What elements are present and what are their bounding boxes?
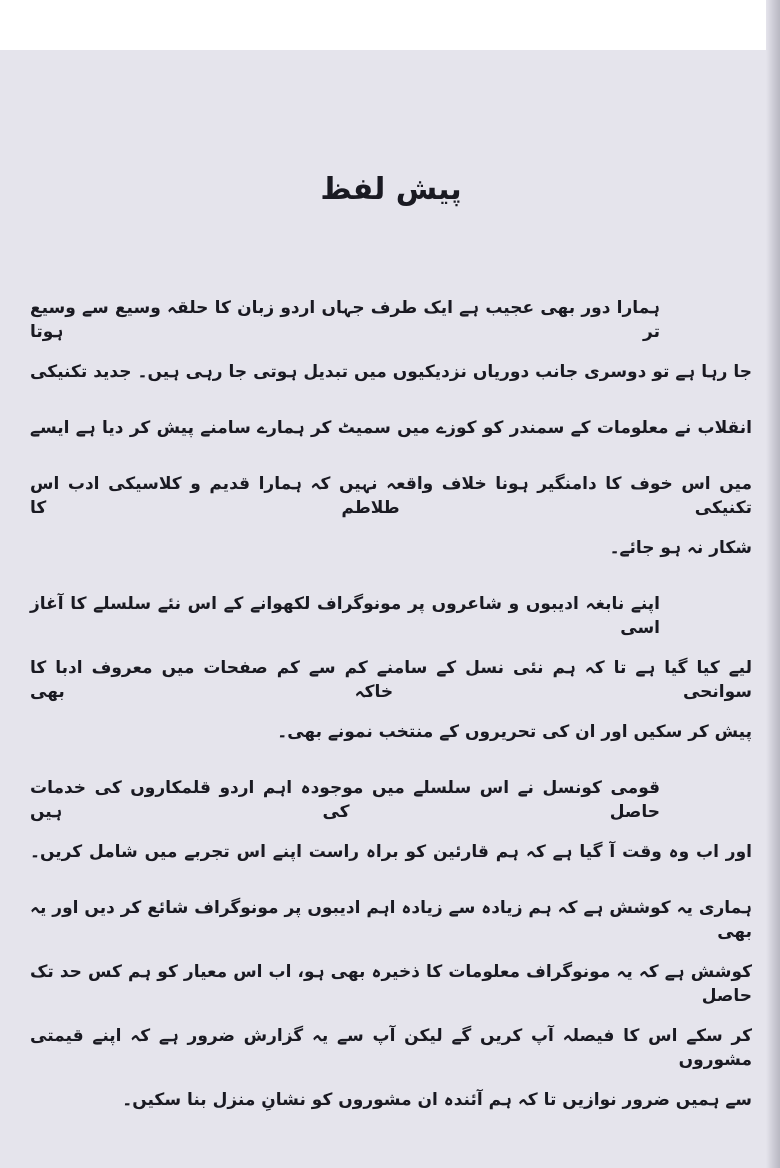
- paragraph: [30, 576, 752, 760]
- text-line: ہماری یہ کوشش ہے کہ ہم زیادہ سے زیادہ اہم ادیبوں پر مونوگراف شائع کر دیں اور یہ بھی: [30, 898, 752, 942]
- text-line: اپنے نابغہ ادیبوں و شاعروں پر مونوگراف لکھوانے کے اس نئے سلسلے کا آغاز اسی: [30, 594, 660, 638]
- text-line: سے ہمیں ضرور نوازیں تا کہ ہم آئندہ ان مشوروں کو نشانِ منزل بنا سکیں۔: [122, 1090, 752, 1110]
- text-line: پیش کر سکیں اور ان کی تحریروں کے منتخب نمونے بھی۔: [277, 722, 752, 742]
- text-line: انقلاب نے معلومات کے سمندر کو کوزے میں سمیٹ کر ہمارے سامنے پیش کر دیا ہے ایسے: [30, 418, 752, 438]
- text-line: شکار نہ ہو جائے۔: [609, 538, 752, 558]
- text-line: میں اس خوف کا دامنگیر ہونا خلاف واقعہ نہیں کہ ہمارا قدیم و کلاسیکی ادب اس تکنیکی طلاطم کا: [30, 474, 752, 518]
- text-line: جا رہا ہے تو دوسری جانب دوریاں نزدیکیوں میں تبدیل ہوتی جا رہی ہیں۔ جدید تکنیکی: [30, 362, 752, 382]
- text-line: کوشش ہے کہ یہ مونوگراف معلومات کا ذخیرہ بھی ہو، اب اس معیار کو ہم کس حد تک حاصل: [30, 962, 752, 1006]
- paragraph: [30, 760, 752, 880]
- page-title: پیش لفظ: [320, 172, 462, 207]
- text-line: قومی کونسل نے اس سلسلے میں موجودہ اہم اردو قلمکاروں کی خدمات حاصل کی ہیں: [30, 778, 660, 822]
- text-line: لیے کیا گیا ہے تا کہ ہم نئی نسل کے سامنے کم سے کم صفحات میں معروف ادبا کا سوانحی خاکہ بھی: [30, 658, 752, 702]
- text-line: ہمارا دور بھی عجیب ہے ایک طرف جہاں اردو زبان کا حلقہ وسیع سے وسیع تر ہوتا: [30, 298, 660, 342]
- paragraph: [30, 880, 752, 1128]
- text-line: اور اب وہ وقت آ گیا ہے کہ ہم قارئین کو براہ راست اپنے اس تجربے میں شامل کریں۔: [30, 842, 752, 862]
- paragraph: [30, 280, 752, 576]
- text-line: کر سکے اس کا فیصلہ آپ کریں گے لیکن آپ سے یہ گزارش ضرور ہے کہ اپنے قیمتی مشوروں: [30, 1026, 752, 1070]
